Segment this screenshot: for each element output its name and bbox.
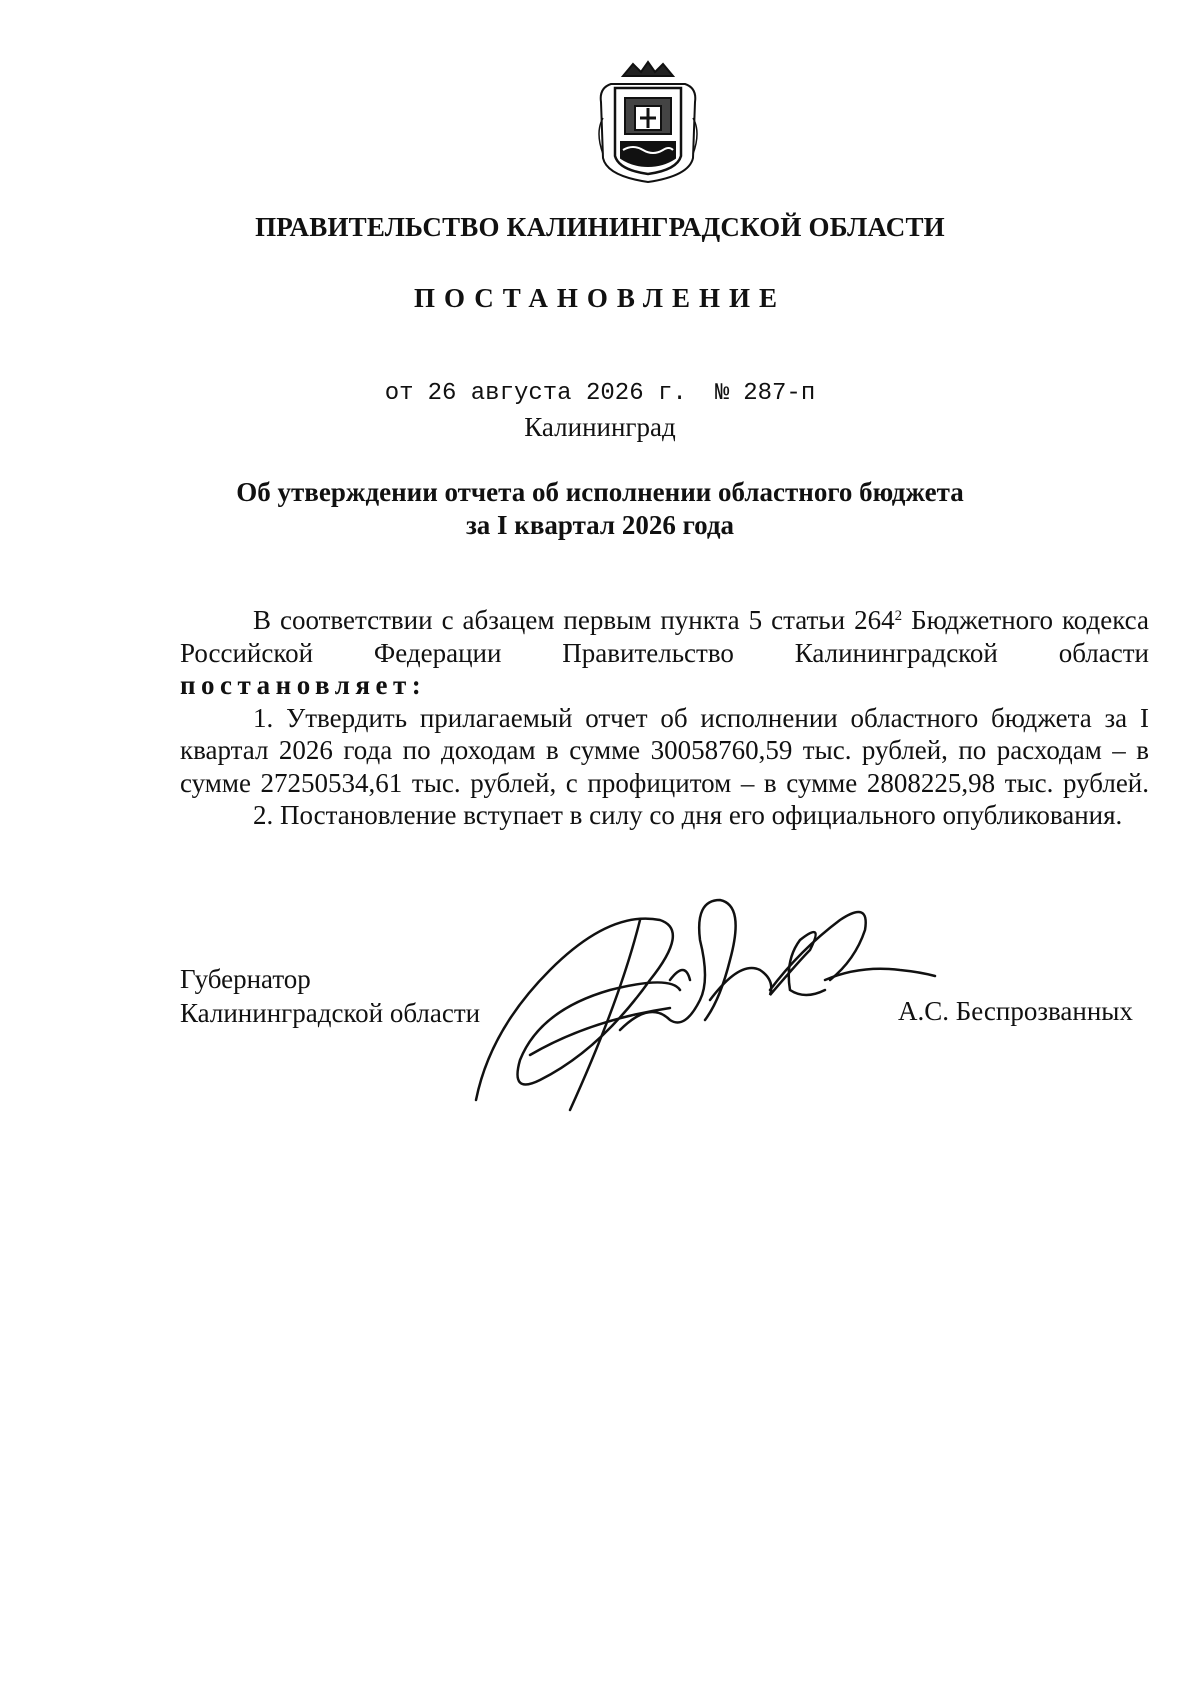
city: Калининград xyxy=(524,412,676,442)
document-number: 287-п xyxy=(743,380,816,407)
title-line-1: Об утверждении отчета об исполнении областного бюджета xyxy=(236,477,964,507)
document-type: ПОСТАНОВЛЕНИЕ xyxy=(413,283,787,313)
decree-word: постановляет: xyxy=(180,670,427,700)
preamble-paragraph xyxy=(180,604,1149,702)
handwritten-signature-icon xyxy=(470,880,940,1130)
document-title xyxy=(0,476,1200,542)
title-line-2: за I квартал 2026 года xyxy=(465,510,735,540)
signer-position xyxy=(180,962,480,1030)
date-number-line xyxy=(0,380,1200,407)
document-date: 26 августа 2026 г. xyxy=(427,380,687,407)
position-line-1: Губернатор xyxy=(180,964,311,994)
coat-of-arms-icon xyxy=(593,58,703,186)
signer-name: А.С. Беспрозванных xyxy=(898,996,1133,1026)
position-line-2: Калининградской области xyxy=(180,998,481,1028)
item-2-paragraph: 2. Постановление вступает в силу со дня его официального опубликования. xyxy=(253,800,1123,830)
article-superscript: 2 xyxy=(894,608,903,624)
date-prefix: от xyxy=(384,380,414,407)
organization-name: ПРАВИТЕЛЬСТВО КАЛИНИНГРАДСКОЙ ОБЛАСТИ xyxy=(255,212,945,242)
item-1-paragraph: 1. Утвердить прилагаемый отчет об исполнении областного бюджета за I квартал 2026 года по доходам в сумме 30058760,59 тыс. рублей, по расходам – в сумме 27250534,61 тыс. рублей, с профицитом – в сумме 2808225,98 тыс. рублей. xyxy=(180,702,1149,798)
document-body xyxy=(180,604,1149,832)
preamble-end: Бюджетного кодекса Российской Федерации Правительство Калининградской области xyxy=(180,605,1149,668)
preamble-start: В соответствии с абзацем первым пункта 5 статьи 264 xyxy=(253,605,895,635)
number-sign: № xyxy=(714,380,730,407)
